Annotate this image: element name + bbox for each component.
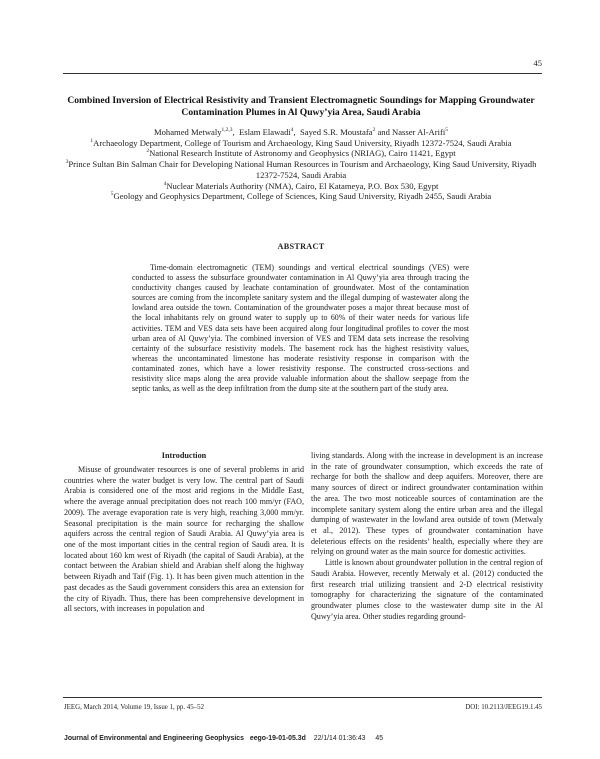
author-name: Nasser Al-Arifi <box>392 127 446 137</box>
author-name: Eslam Elawadi <box>238 127 291 137</box>
affiliation-text: Geology and Geophysics Department, College of Sciences, King Saud University, Riyadh 2455, Saudi Arabia <box>113 191 492 202</box>
affiliation-text: Prince Sultan Bin Salman Chair for Developing National Human Resources in Tourism and Archaeology, King Saud University, Riyadh 12372-7524, Saudi Arabia <box>68 159 537 180</box>
affiliation-4 <box>60 181 542 192</box>
affiliation-text: Nuclear Materials Authority (NMA), Cairo, El Katameya, P.O. Box 530, Egypt <box>166 180 439 191</box>
affiliation-number: 3 <box>65 159 69 166</box>
footer-rule <box>63 697 542 698</box>
running-time: 01:36:43 <box>338 735 366 742</box>
author-affiliation-mark: 4 <box>290 127 294 134</box>
author-affiliation-mark: 1,2,3 <box>221 127 233 134</box>
affiliation-text: Archaeology Department, College of Tourism and Archaeology, King Saud University, Riyadh 12372-7524, Saudi Arabia <box>93 137 512 148</box>
affiliation-number: 4 <box>163 180 167 187</box>
intro-paragraph-continued: living standards. Along with the increase in development is an increase in the rate of groundwater consumption, which exceeds the rate of recharge for both the shallow and deep aquifers. Moreover, there are many sources of direct or indirect groundwater contamination within the area. The two most noticeable sources of contamination are the incomplete sanitary system along the entire urban area and the illegal dumping of wastewater in the lowland area outside of town (Metwaly et al., 2012). These types of groundwater contamination have deleterious effects on the residents’ health, especially where they are relying on ground water as the main source for domestic activities. <box>311 451 543 557</box>
affiliation-5 <box>60 191 542 202</box>
author-affiliation-mark: 5 <box>445 127 449 134</box>
author-name: Mohamed Metwaly <box>153 127 222 137</box>
author-list: Mohamed Metwaly$^{1,2,3}$, Eslam Elawadi$^4$, Sayed S.R. Moustafa$^2$ and Nasser Al-Arifi$^5$ <box>153 127 449 137</box>
paper-title: Combined Inversion of Electrical Resistivity and Transient Electromagnetic Soundings for Mapping Groundwater Contamination Plumes in Al Quwy’yia Area, Saudi Arabia <box>67 95 535 118</box>
affiliation-number: 1 <box>90 137 94 144</box>
affiliation-1 <box>60 138 542 149</box>
affiliation-2 <box>60 148 542 159</box>
abstract-text: Time-domain electromagnetic (TEM) soundings and vertical electrical soundings (VES) were conducted to assess the subsurface groundwater contamination in Al Quwy’yia area through tracing the conductivity changes caused by leachate contamination of groundwater. Most of the contamination sources are coming from the incomplete sanitary system and the illegal dumping of wastewater along the lowland area outside the town. Contamination of the groundwater poses a major threat because most of the local inhabitants rely on ground water to supply up to 60% of their water needs for various life activities. TEM and VES data sets have been acquired along four longitudinal profiles to cover the most urban area of Al Quwy’yia. The combined inversion of VES and TEM data sets increase the resolving certainty of the subsurface resistivity models. The basement rock has the highest resistivity values, whereas the uncontaminated limestone has moderate resistivity response in comparison with the contaminated zones, which have a lower resistivity response. The constructed cross-sections and resistivity slice maps along the area provide valuable information about the shallow seepage from the septic tanks, as well as the deep infiltration from the dump site at the southern part of the study area. <box>132 263 469 394</box>
page-number: 45 <box>533 58 542 68</box>
author-affiliation-mark: 2 <box>372 127 376 134</box>
right-column <box>311 451 543 623</box>
header-rule <box>63 73 542 74</box>
intro-paragraph-2: Little is known about groundwater pollution in the central region of Saudi Arabia. However, recently Metwaly et al. (2012) conducted the first research trial utilizing transient and 2-D electrical resistivity tomography for characterizing the signature of the contaminated groundwater plumes close to the wastewater dump site in the Al Quwy’yia area. Other studies regarding ground- <box>311 558 543 621</box>
affiliation-text: National Research Institute of Astronomy and Geophysics (NRIAG), Cairo 11421, Egypt <box>149 148 456 159</box>
doi-footer: DOI: 10.2113/JEEG19.1.45 <box>465 704 542 711</box>
affiliation-number: 5 <box>110 191 114 198</box>
running-journal: Journal of Environmental and Engineering Geophysics <box>64 735 244 742</box>
running-code: eego-19-01-05.3d <box>249 735 306 742</box>
citation-footer: JEEG, March 2014, Volume 19, Issue 1, pp. 45–52 <box>64 704 205 711</box>
intro-paragraph-1: Misuse of groundwater resources is one of several problems in arid countries where the water budget is very low. The central part of Saudi Arabia is considered one of the most arid regions in the Middle East, where the average annual precipitation does not reach 100 mm/yr (FAO, 2009). The average evaporation rate is very high, reaching 3,000 mm/yr. Seasonal precipitation is the main source for recharging the shallow aquifers across the central region of Saudi Arabia. Al Quwy’yia area is one of the most important cities in the central region of Saudi area. It is located about 160 km west of Riyadh (the capital of Saudi Arabia), at the contact between the Arabian shield and Arabian shelf along the highway between Riyadh and Taif (Fig. 1). It has been given much attention in the past decades as the Saudi government considers this area an extension for the city of Riyadh. Thus, there has been comprehensive development in all sectors, with increases in population and <box>64 465 304 614</box>
author-block <box>60 127 542 202</box>
section-heading-introduction: Introduction <box>161 451 207 460</box>
abstract-heading: ABSTRACT <box>277 242 325 251</box>
running-page: 45 <box>375 735 384 742</box>
left-column <box>64 465 304 615</box>
author-name: Sayed S.R. Moustafa <box>299 127 373 137</box>
running-footer <box>64 735 383 742</box>
running-date: 22/1/14 <box>313 735 337 742</box>
affiliation-number: 2 <box>146 148 150 155</box>
affiliation-3 <box>60 159 542 180</box>
